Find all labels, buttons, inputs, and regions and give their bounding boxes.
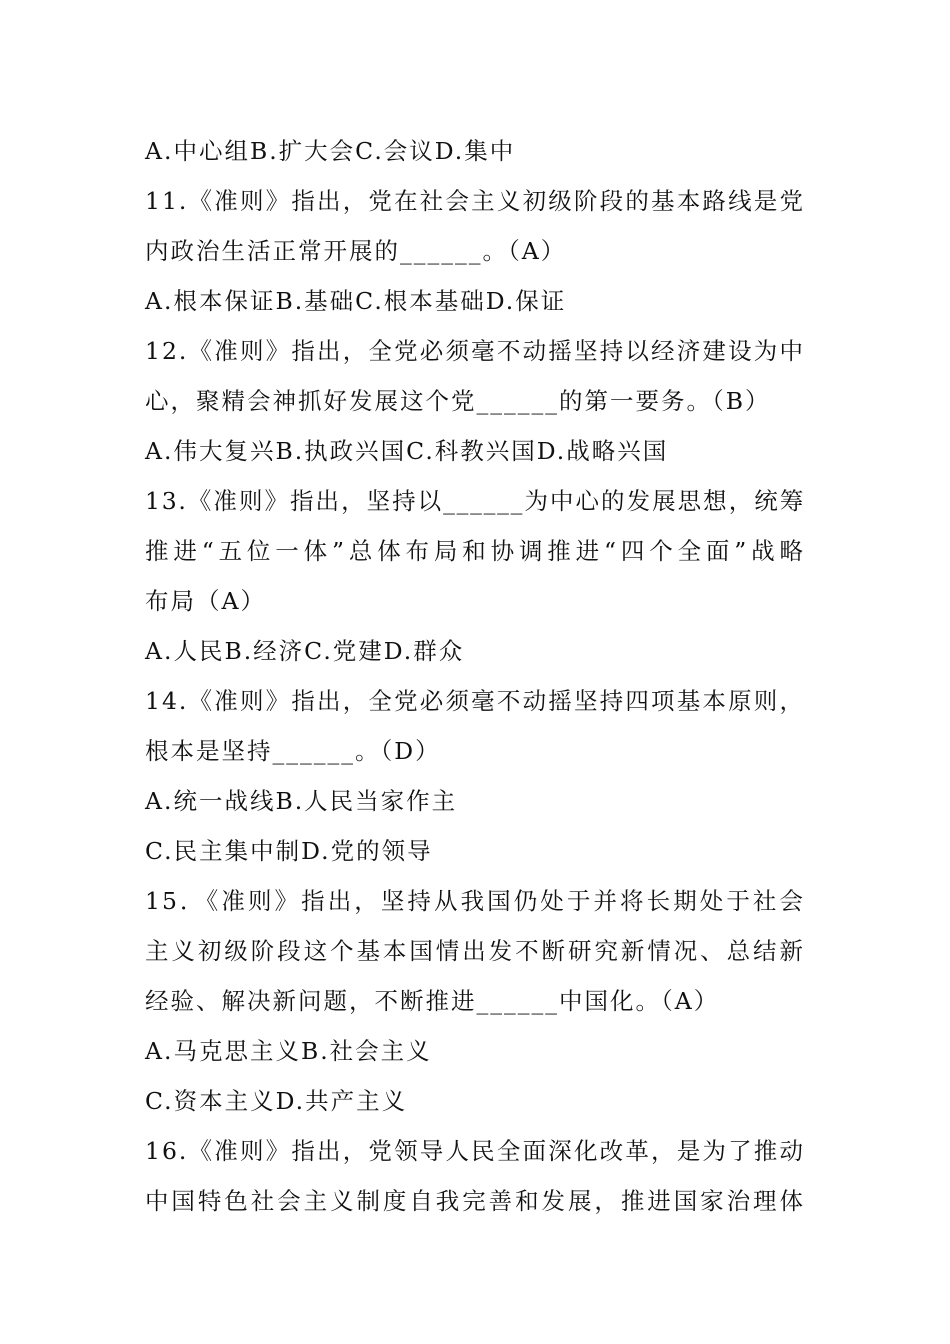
text-line: A.伟大复兴B.执政兴国C.科教兴国D.战略兴国 bbox=[145, 437, 669, 465]
text-line: 根本是坚持______。（D） bbox=[145, 737, 441, 765]
text-line: A.马克思主义B.社会主义 bbox=[145, 1037, 432, 1065]
text-line: 14.《准则》指出，全党必须毫不动摇坚持四项基本原则， bbox=[145, 687, 805, 715]
text-line: 内政治生活正常开展的______。（A） bbox=[145, 237, 567, 265]
text-line: 主义初级阶段这个基本国情出发不断研究新情况、总结新 bbox=[145, 937, 805, 965]
text-line: 11.《准则》指出，党在社会主义初级阶段的基本路线是党 bbox=[145, 187, 805, 215]
text-line: 中国特色社会主义制度自我完善和发展，推进国家治理体 bbox=[145, 1187, 805, 1215]
document-body bbox=[145, 126, 805, 1226]
text-line: 推进“五位一体”总体布局和协调推进“四个全面”战略 bbox=[145, 537, 805, 565]
text-line: 15．《准则》指出，坚持从我国仍处于并将长期处于社会 bbox=[145, 887, 805, 915]
text-line: A.根本保证B.基础C.根本基础D.保证 bbox=[145, 287, 567, 315]
text-line: 12.《准则》指出，全党必须毫不动摇坚持以经济建设为中 bbox=[145, 337, 805, 365]
text-line: 布局（A） bbox=[145, 587, 266, 615]
text-line: C.资本主义D.共产主义 bbox=[145, 1087, 408, 1115]
text-line: A.人民B.经济C.党建D.群众 bbox=[145, 637, 465, 665]
text-line: 经验、解决新问题，不断推进______中国化。（A） bbox=[145, 987, 720, 1015]
text-line: 13.《准则》指出，坚持以______为中心的发展思想，统筹 bbox=[145, 487, 805, 515]
text-line: C.民主集中制D.党的领导 bbox=[145, 837, 433, 865]
text-line: 16.《准则》指出，党领导人民全面深化改革，是为了推动 bbox=[145, 1137, 805, 1165]
text-line: A.统一战线B.人民当家作主 bbox=[145, 787, 458, 815]
text-line: A.中心组B.扩大会C.会议D.集中 bbox=[145, 137, 516, 165]
text-line: 心，聚精会神抓好发展这个党______的第一要务。（B） bbox=[145, 387, 771, 415]
